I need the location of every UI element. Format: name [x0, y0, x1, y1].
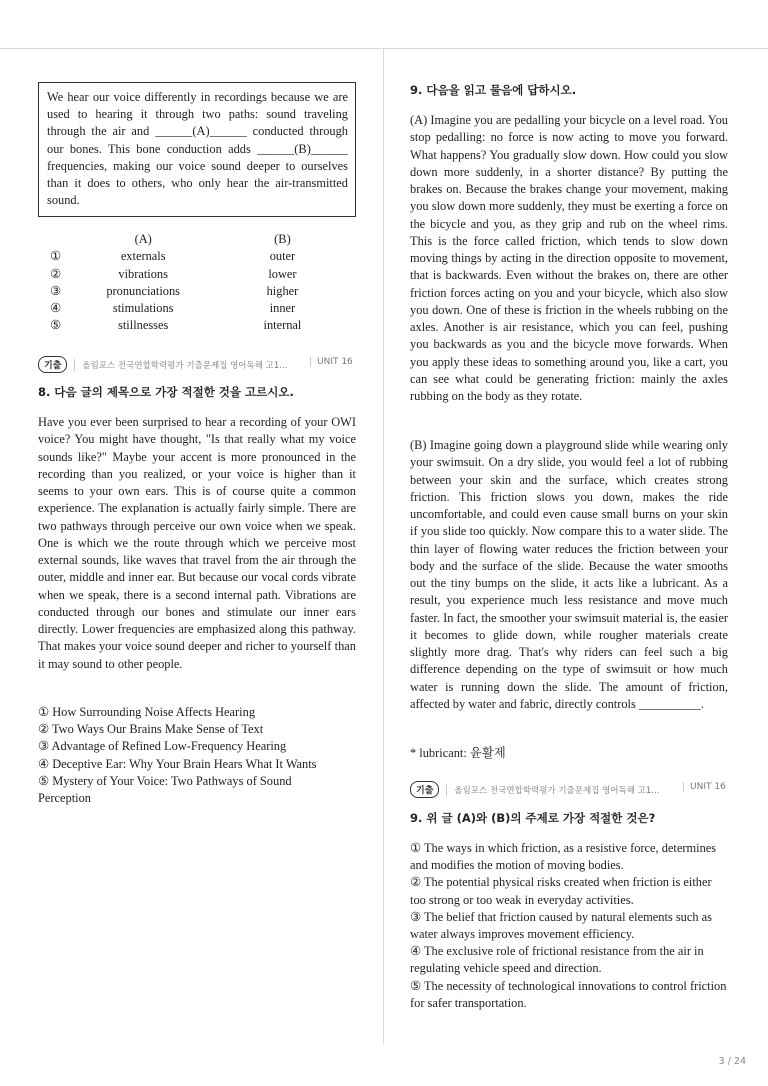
option-b: higher	[266, 283, 299, 298]
source-label: 올림포스 전국연합학력평가 기출문제집 영어독해 고1...	[446, 784, 659, 796]
choice[interactable]: ① How Surrounding Noise Affects Hearing	[38, 705, 256, 719]
option-a: externals	[120, 249, 166, 264]
summary-box: We hear our voice differently in recordings because we are used to hearing it through two paths: sound traveling through the air and ______(A)______ conducted through our bones. This bone conduction adds ______(B)______ frequencies, making our voice sound deeper to ourselves than it does to others, who only hear the air-transmitted sound.	[38, 82, 356, 217]
question-9-choices	[410, 840, 728, 1012]
source-label: 올림포스 전국연합학력평가 기출문제집 영어독해 고1...	[74, 359, 287, 371]
option-number: ⑤	[50, 318, 62, 333]
past-exam-badge: 기출	[38, 356, 67, 373]
choice[interactable]: ⑤ Mystery of Your Voice: Two Pathways of Sound Perception	[38, 773, 292, 806]
unit-label: UNIT 16	[683, 782, 726, 792]
option-number: ④	[50, 301, 62, 316]
vocab-note: * lubricant: 윤활제	[410, 746, 506, 760]
question-9-title: 9. 다음을 읽고 물음에 답하시오.	[410, 83, 577, 97]
unit-label: UNIT 16	[310, 357, 353, 367]
question-8-choices	[38, 704, 356, 807]
option-b: internal	[263, 318, 302, 333]
option-b: lower	[268, 266, 297, 281]
choice[interactable]: ③ The belief that friction caused by natural elements such as water always improves movement efficiency.	[410, 909, 712, 942]
options-header-b: (B)	[274, 232, 291, 246]
option-row[interactable]	[38, 300, 356, 317]
option-a: vibrations	[118, 266, 168, 281]
option-row[interactable]	[38, 248, 356, 265]
option-b: outer	[269, 249, 296, 264]
passage-a: (A) Imagine you are pedalling your bicycle on a level road. You stop pedalling: no force is now acting to move you forward. What happens? You gradually slow down. How could you slow down more suddenly, in a shorter distance? By putting the brakes on. Because the brakes change your movement, making you slow down more suddenly, they must be exerting a force on the bicycle and you, as they grip and rub on the wheel rims. This is the force called friction, which tends to slow down moving things by acting in the direction opposite to movement, that is backwards. Even without the brakes on, there are other friction forces acting on you and your bicycle, which also slow you down. One of these is friction in the wheels rubbing on the axles. Another is air resistance, which you can feel, pushing you backwards as you and the bicycle move forwards. When you apply these ideas to something around you, like a cart, you can see what could be generating friction: mainly the axles rubbing on the body as they rotate.	[410, 113, 728, 403]
option-a: pronunciations	[106, 283, 180, 298]
choice[interactable]: ④ The exclusive role of frictional resistance from the air in regulating vehicle speed and direction.	[410, 944, 704, 976]
options-header-a: (A)	[134, 232, 152, 246]
option-a: stillnesses	[118, 318, 169, 333]
column-divider	[383, 49, 384, 1044]
option-row[interactable]	[38, 266, 356, 283]
choice[interactable]: ③ Advantage of Refined Low-Frequency Hearing	[38, 739, 287, 754]
option-row[interactable]	[38, 283, 356, 300]
passage-b: (B) Imagine going down a playground slide while wearing only your swimsuit. On a dry slide, you would feel a lot of rubbing between your skin and the surface, which creates strong friction. This friction slows you down, makes the ride uncomfortable, and could even cause small burns on your skin if you slide too quickly. Now compare this to a water slide. The thin layer of flowing water reduces the friction between your body and the surface of the slide. Because the water smooths out the tiny bumps on the slide, it acts like a lubricant. As a result, you experience much less resistance and move much faster. In fact, the smoother your swimsuit material is, the easier it becomes to glide down, while rougher materials create slightly more drag. That's why riders can feel such a big difference depending on the type of swimsuit or how much water is running down the slide. The amount of friction, affected by water and fabric, directly controls __________.	[410, 438, 728, 711]
choice[interactable]: ④ Deceptive Ear: Why Your Brain Hears What It Wants	[38, 756, 317, 771]
option-number: ①	[50, 249, 62, 264]
source-tagline-left	[38, 356, 287, 373]
source-tagline-right	[410, 781, 659, 798]
choice[interactable]: ② The potential physical risks created when friction is either too strong or too weak in everyday activities.	[410, 875, 712, 907]
header-rule	[0, 48, 768, 49]
option-number: ③	[50, 283, 62, 298]
choice[interactable]: ① The ways in which friction, as a resistive force, determines and modifies the motion of moving bodies.	[410, 841, 717, 873]
question-8-title: 8. 다음 글의 제목으로 가장 적절한 것을 고르시오.	[38, 385, 294, 399]
option-number: ②	[50, 266, 62, 281]
option-row[interactable]	[38, 317, 356, 334]
question-9b-title: 9. 위 글 (A)와 (B)의 주제로 가장 적절한 것은?	[410, 811, 656, 825]
question-8-passage: Have you ever been surprised to hear a recording of your OWI voice? You might have thought, "Is that really what my voice sounds like?" Maybe your accent is more pronounced in the recording than you realized, or your voice is higher than it seems to your own ears. This is of course quite a common experience. The explanation is actually fairly simple. There are two pathways through perceive our own voice when we speak. One is which we the route through which we perceive most external sounds, like waves that travel from the air through the outer, middle and inner ear. But because our vocal cords vibrate when we speak, there is a second internal path. Vibrations are conducted through our bones and stimulate our inner ears directly. Lower frequencies are emphasized along this pathway. That makes your voice sound deeper and richer to yourself than it may sound to other people.	[38, 415, 356, 671]
past-exam-badge: 기출	[410, 781, 439, 798]
option-a: stimulations	[112, 301, 174, 316]
page-number: 3 / 24	[718, 1056, 746, 1067]
choice[interactable]: ⑤ The necessity of technological innovations to control friction for safer transportation.	[410, 978, 727, 1010]
answer-options-table	[38, 231, 356, 335]
option-b: inner	[269, 301, 296, 316]
options-header-row	[38, 231, 356, 248]
choice[interactable]: ② Two Ways Our Brains Make Sense of Text	[38, 722, 264, 737]
